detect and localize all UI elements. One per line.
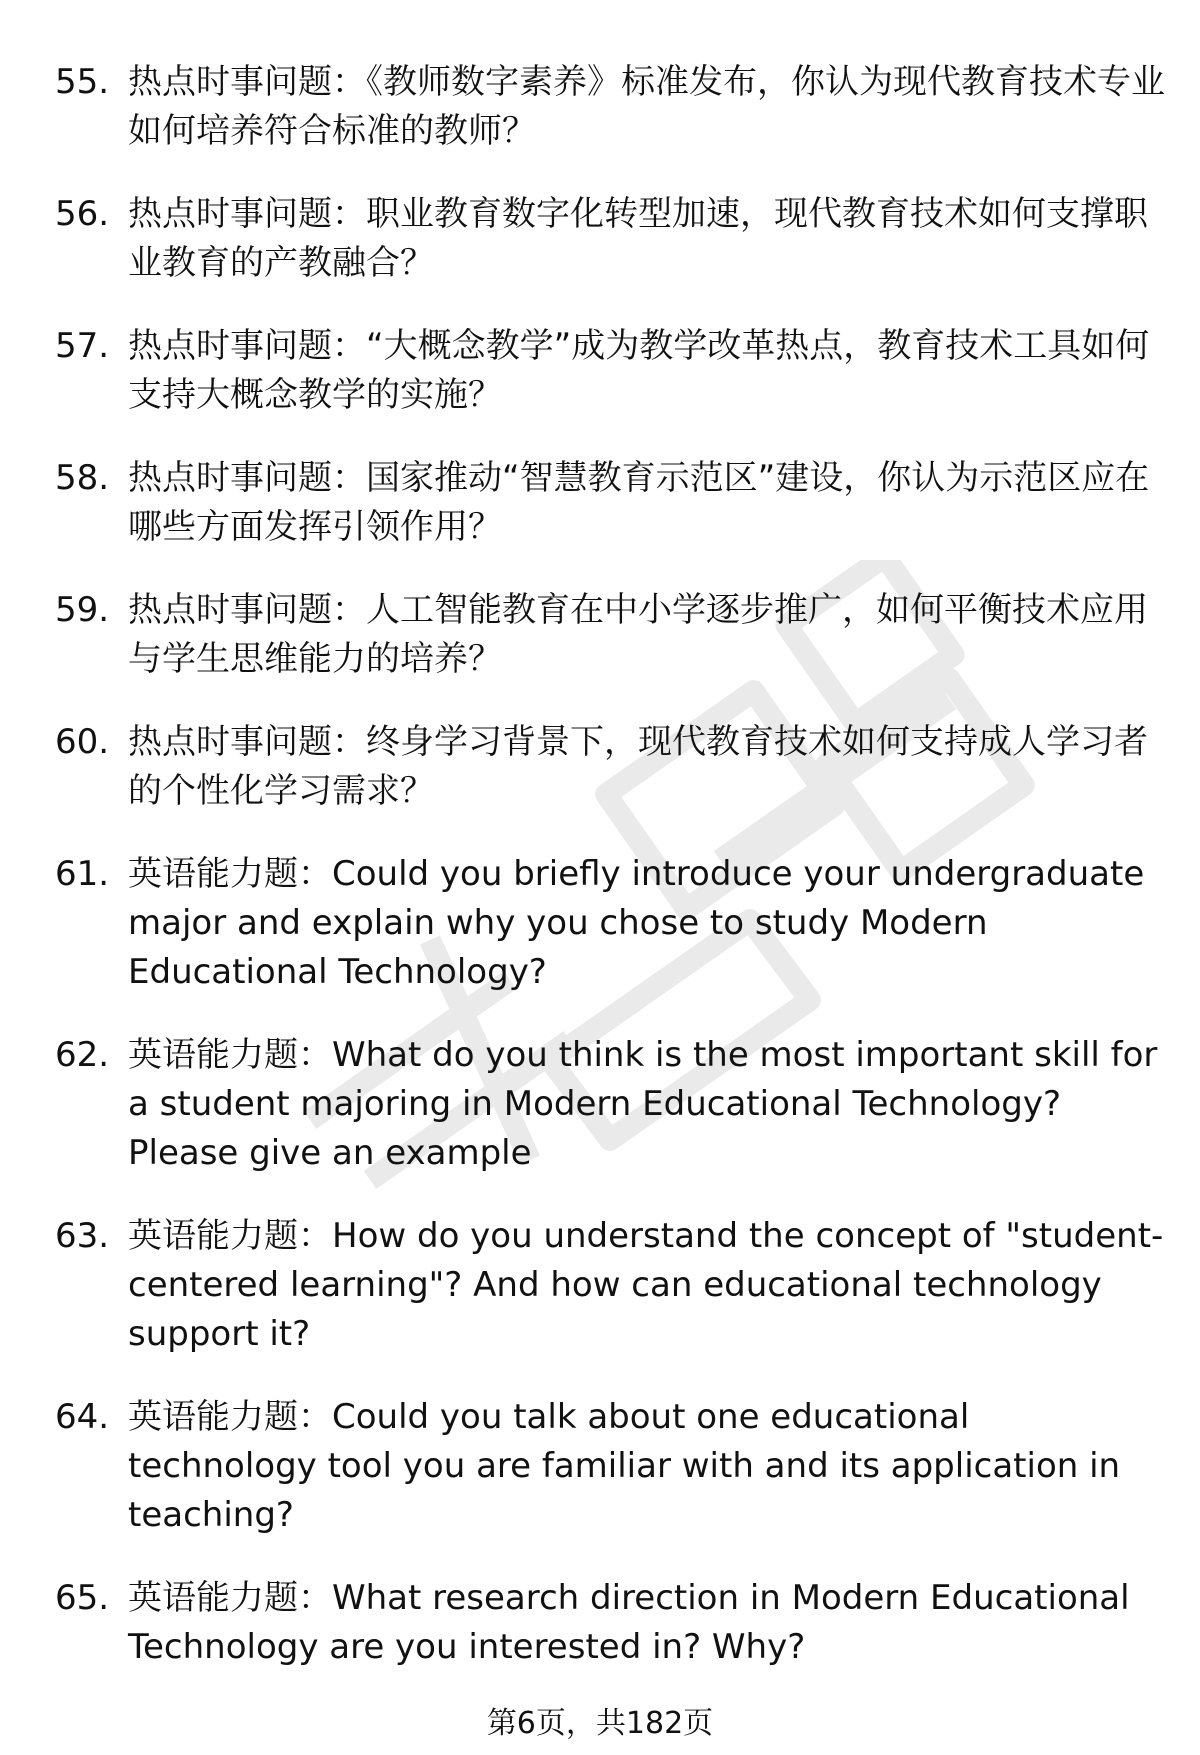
question-number: 63.	[55, 1216, 110, 1256]
question-text: 热点时事问题：国家推动“智慧教育示范区”建设，你认为示范区应在哪些方面发挥引领作用？	[128, 458, 1150, 547]
question-list	[55, 58, 1165, 1706]
question-item	[55, 1393, 1165, 1540]
question-item	[55, 58, 1165, 156]
question-number: 58.	[55, 458, 110, 498]
page-footer: 第6页，共182页	[486, 1706, 714, 1741]
question-item	[55, 322, 1165, 420]
question-text: 英语能力题：How do you understand the concept of "student-centered learning"? And how can educational technology support it?	[128, 1216, 1164, 1354]
question-item	[55, 718, 1165, 816]
question-number: 55.	[55, 62, 110, 102]
question-number: 61.	[55, 854, 110, 894]
question-number: 57.	[55, 326, 110, 366]
question-text: 热点时事问题：《教师数字素养》标准发布，你认为现代教育技术专业如何培养符合标准的教师？	[128, 62, 1165, 151]
question-text: 热点时事问题：人工智能教育在中小学逐步推广，如何平衡技术应用与学生思维能力的培养？	[128, 590, 1148, 679]
question-number: 60.	[55, 722, 110, 762]
question-text: 英语能力题：What research direction in Modern Educational Technology are you interested in? Why?	[128, 1578, 1130, 1667]
question-text: 热点时事问题：“大概念教学”成为教学改革热点，教育技术工具如何支持大概念教学的实施？	[128, 326, 1150, 415]
question-text: 热点时事问题：终身学习背景下，现代教育技术如何支持成人学习者的个性化学习需求？	[128, 722, 1148, 811]
question-text: 热点时事问题：职业教育数字化转型加速，现代教育技术如何支撑职业教育的产教融合？	[128, 194, 1148, 283]
question-text: 英语能力题：Could you talk about one educational technology tool you are familiar with and its application in teaching?	[128, 1397, 1121, 1535]
question-text: 英语能力题：Could you briefly introduce your undergraduate major and explain why you chose to study Modern Educational Technology?	[128, 854, 1145, 992]
question-number: 62.	[55, 1035, 110, 1075]
question-text: 英语能力题：What do you think is the most important skill for a student majoring in Modern Educational Technology? Please give an example	[128, 1035, 1158, 1173]
question-item	[55, 850, 1165, 997]
question-item	[55, 454, 1165, 552]
question-number: 56.	[55, 194, 110, 234]
question-item	[55, 1212, 1165, 1359]
question-item	[55, 586, 1165, 684]
question-number: 59.	[55, 590, 110, 630]
question-item	[55, 190, 1165, 288]
question-item	[55, 1031, 1165, 1178]
question-item	[55, 1574, 1165, 1672]
question-number: 65.	[55, 1578, 110, 1618]
question-number: 64.	[55, 1397, 110, 1437]
